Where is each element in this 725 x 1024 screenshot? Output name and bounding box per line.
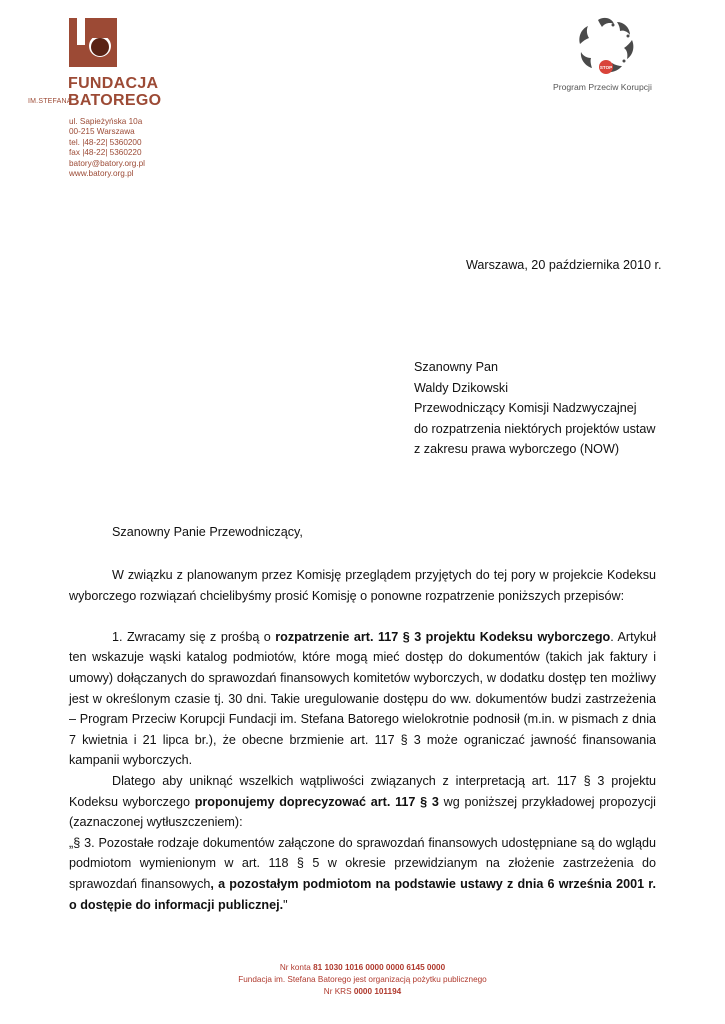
- footer-krs-number: 0000 101194: [353, 987, 402, 996]
- p1-text-a: 1. Zwracamy się z prośbą o: [112, 629, 276, 644]
- paragraph-3-quote: [69, 833, 656, 915]
- footer-krs: [0, 986, 725, 998]
- letter-date: Warszawa, 20 października 2010 r.: [466, 258, 662, 272]
- recipient-line: Waldy Dzikowski: [414, 380, 508, 395]
- fundacja-logo-mark-icon: [69, 18, 117, 67]
- address-website: www.batory.org.pl: [69, 169, 134, 179]
- footer-account-label: Nr konta: [279, 963, 314, 972]
- org-name-line1: FUNDACJA: [68, 75, 159, 92]
- recipient-line: do rozpatrzenia niektórych projektów ustaw: [414, 421, 656, 436]
- recipient-block: [414, 357, 656, 460]
- address-city: 00-215 Warszawa: [69, 127, 135, 137]
- p1-bold: rozpatrzenie art. 117 § 3 projektu Kodeksu wyborczego: [275, 629, 611, 644]
- salutation: Szanowny Panie Przewodniczący,: [112, 525, 303, 539]
- letter-body: [69, 565, 656, 915]
- p2-text-c: wg poniższej przykładowej propozycji (zaznaczonej wytłuszczeniem):: [69, 794, 656, 830]
- p2-bold: proponujemy doprecyzować art. 117 § 3: [194, 794, 439, 809]
- org-prefix: IM.STEFANA: [28, 98, 72, 105]
- p3-bold: , a pozostałym podmiotom na podstawie ustawy z dnia 6 września 2001 r. o dostępie do informacji publicznej.: [69, 876, 656, 912]
- p1-text-c: . Artykuł ten wskazuje wąski katalog podmiotów, które mogą mieć dostęp do dokumentów (takich jak faktury i umowy) dołączanych do sprawozdań finansowych komitetów wyborczych, w dodatku dostęp ten możliwy jest w określonym czasie tj. 30 dni. Takie uregulowanie dostępu do ww. dokumentów budzi zastrzeżenia – Program Przeciw Korupcji Fundacji im. Stefana Batorego wielokrotnie podnosił (m.in. w pismach z dnia 7 kwietnia i 21 lipca br.), że obecne brzmienie art. 117 § 3 może ograniczać jawność finansowania kampanii wyborczych.: [69, 629, 656, 768]
- dolphins-circle-stop-icon: [572, 16, 638, 78]
- address-phone: tel. |48-22| 5360200: [69, 137, 142, 147]
- address-fax: fax |48-22| 5360220: [69, 148, 142, 158]
- footer-status: Fundacja im. Stefana Batorego jest organizacją pożytku publicznego: [238, 975, 487, 984]
- address-street: ul. Sapieżyńska 10a: [69, 117, 143, 126]
- org-name-line2: BATOREGO: [68, 92, 162, 109]
- p2-text-a: Dlatego aby uniknąć wszelkich wątpliwości związanych z interpretacją art. 117 § 3 projektu Kodeksu wyborczego: [69, 773, 656, 809]
- recipient-line: Przewodniczący Komisji Nadzwyczajnej: [414, 401, 637, 416]
- stop-badge-label: STOP: [599, 65, 613, 70]
- recipient-line: z zakresu prawa wyborczego (NOW): [414, 442, 620, 457]
- footer-account-number: 81 1030 1016 0000 0000 6145 0000: [313, 963, 446, 972]
- p3-text-c: ": [283, 897, 288, 912]
- footer-account: [0, 962, 725, 974]
- footer-krs-label: Nr KRS: [323, 987, 354, 996]
- p3-text-a: „§ 3. Pozostałe rodzaje dokumentów załączone do sprawozdań finansowych udostępniane są do wglądu podmiotom wymienionym w art. 118 § 5 w okresie przewidzianym na złożenie zastrzeżenia do sprawozdań finansowych: [69, 835, 656, 891]
- program-name: Program Przeciw Korupcji: [553, 82, 652, 92]
- org-address: [69, 117, 145, 179]
- page-footer: [0, 962, 725, 998]
- recipient-line: Szanowny Pan: [414, 360, 499, 374]
- paragraph-2: [69, 771, 656, 833]
- address-email: batory@batory.org.pl: [69, 158, 145, 168]
- intro-paragraph: W związku z planowanym przez Komisję przeglądem przyjętych do tej pory w projekcie Kodeksu wyborczego rozwiązań chcielibyśmy prosić Komisję o ponowne rozpatrzenie poniższych przepisów:: [69, 568, 656, 603]
- paragraph-1: [69, 627, 656, 771]
